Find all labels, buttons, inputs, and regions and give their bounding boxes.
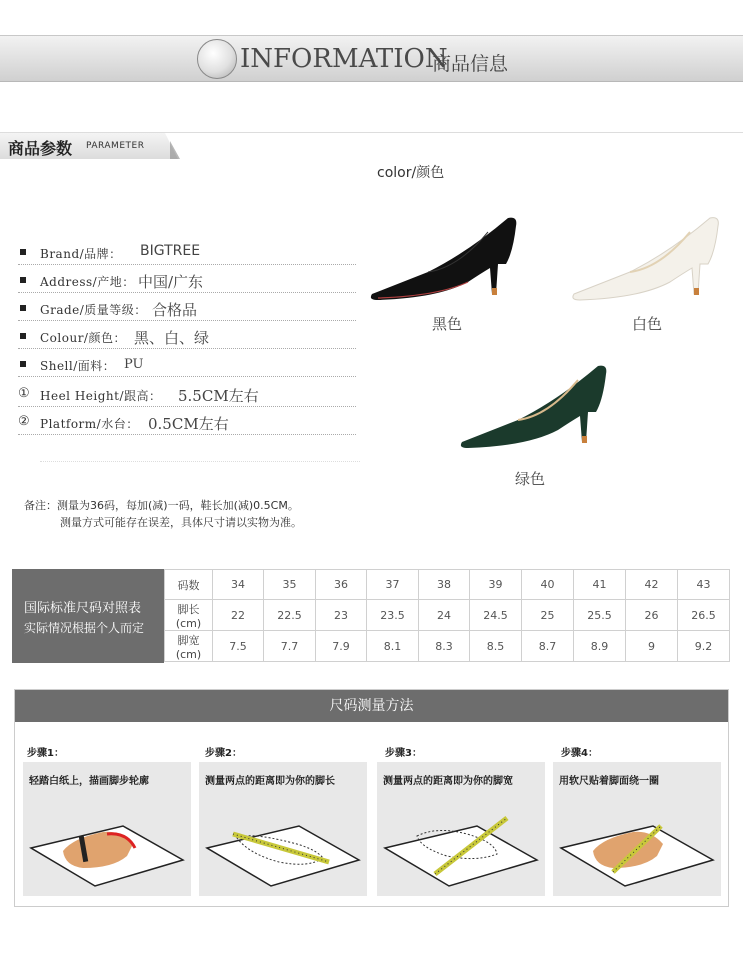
step-2-text: 测量两点的距离即为你的脚长 [205,776,335,787]
bullet-icon [20,333,26,339]
spec-value: 合格品 [152,301,198,319]
step-3-label: 步骤3： [385,748,422,759]
spec-shell [18,352,356,377]
info-banner [0,35,743,82]
table-cell: 码数 [165,570,213,600]
spec-grade [18,296,356,321]
marker-two: ② [18,414,30,429]
table-cell: 35 [264,570,316,600]
spec-value: BIGTREE [140,243,201,259]
table-cell: 7.7 [264,631,316,662]
table-cell: 7.5 [213,631,264,662]
spec-value: 中国/广东 [138,273,204,291]
green-shoe-image [458,360,610,450]
table-cell: 8.7 [522,631,574,662]
table-cell: 37 [367,570,419,600]
spec-heel-height [18,382,356,407]
spec-label: Heel Height/跟高： [40,389,162,403]
table-cell: 8.1 [367,631,419,662]
measure-title: 尺码测量方法 [15,690,728,722]
table-cell: 42 [626,570,678,600]
table-cell: 38 [419,570,470,600]
table-cell: 24.5 [470,600,522,631]
divider [40,461,360,462]
spec-label: Platform/水台： [40,417,139,431]
marker-one: ① [18,386,30,401]
spec-address [18,268,356,293]
step-3-box [377,762,545,896]
table-cell: 23.5 [367,600,419,631]
table-cell: 43 [678,570,730,600]
note-line-1: 备注：测量为36码，每加(减)一码，鞋长加(减)0.5CM。 [24,499,299,512]
table-row [165,600,730,631]
table-cell: 34 [213,570,264,600]
step-4-label: 步骤4： [561,748,598,759]
table-cell: 25 [522,600,574,631]
table-cell: 41 [574,570,626,600]
spec-platform [18,410,356,435]
foot-wrap-icon [553,796,721,896]
spec-label: Address/产地： [40,275,135,289]
spec-colour [18,324,356,349]
step-2-box [199,762,367,896]
table-cell: 7.9 [316,631,367,662]
table-cell: 脚长(cm) [165,600,213,631]
table-cell: 22.5 [264,600,316,631]
table-cell: 8.3 [419,631,470,662]
foot-length-icon [199,796,367,896]
parameter-title: 商品参数 [8,139,73,158]
measure-section [14,689,729,907]
bullet-icon [20,277,26,283]
banner-subtitle: 商品信息 [432,53,509,75]
table-cell: 26 [626,600,678,631]
spec-label: Shell/面料： [40,359,116,373]
bullet-icon [20,361,26,367]
table-cell: 8.9 [574,631,626,662]
black-shoe-image [368,212,520,302]
bullet-icon [20,305,26,311]
banner-circle-icon [197,39,237,79]
spec-value: PU [124,357,144,372]
spec-brand [18,240,356,265]
parameter-header [0,132,743,158]
spec-value: 黑、白、绿 [134,329,210,347]
spec-label: Brand/品牌： [40,247,122,261]
table-cell: 23 [316,600,367,631]
step-4-box [553,762,721,896]
table-cell: 39 [470,570,522,600]
step-1-text: 轻踏白纸上，描画脚步轮廓 [29,776,149,787]
step-1-label: 步骤1： [27,748,64,759]
table-cell: 22 [213,600,264,631]
size-table [164,569,730,662]
bullet-icon [20,249,26,255]
size-table-title-block [12,569,164,663]
table-cell: 24 [419,600,470,631]
spec-value: 5.5CM左右 [178,387,259,405]
spec-label: Colour/颜色： [40,331,126,345]
banner-title: INFORMATION [240,44,448,74]
foot-trace-icon [23,796,191,896]
table-cell: 26.5 [678,600,730,631]
spec-value: 0.5CM左右 [148,415,229,433]
color-label-green: 绿色 [515,470,546,488]
white-shoe-image [570,212,722,302]
table-cell: 8.5 [470,631,522,662]
color-label-white: 白色 [632,315,663,333]
table-cell: 9 [626,631,678,662]
step-1-box [23,762,191,896]
color-title: color/颜色 [377,165,445,181]
size-table-subtitle: 实际情况根据个人而定 [24,621,145,635]
color-label-black: 黑色 [432,315,463,333]
foot-width-icon [377,796,545,896]
table-cell: 9.2 [678,631,730,662]
step-3-text: 测量两点的距离即为你的脚宽 [383,776,513,787]
step-4-text: 用软尺贴着脚面绕一圈 [559,776,659,787]
table-cell: 40 [522,570,574,600]
table-cell: 36 [316,570,367,600]
step-2-label: 步骤2： [205,748,242,759]
table-cell: 脚宽(cm) [165,631,213,662]
spec-label: Grade/质量等级： [40,303,147,317]
note-line-2: 测量方式可能存在误差，具体尺寸请以实物为准。 [60,516,302,529]
table-cell: 25.5 [574,600,626,631]
table-row [165,570,730,600]
size-table-title: 国际标准尺码对照表 [24,601,142,616]
parameter-subtitle: PARAMETER [86,141,145,151]
table-row [165,631,730,662]
